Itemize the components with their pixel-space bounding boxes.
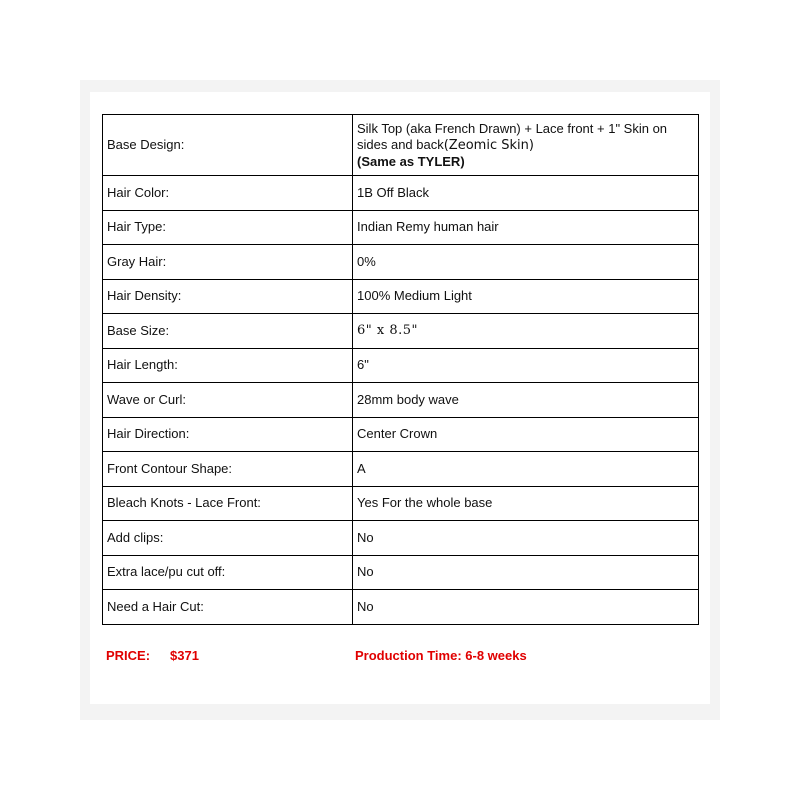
spec-table xyxy=(102,114,699,625)
row-label: Base Size: xyxy=(103,314,353,349)
row-value: No xyxy=(353,555,699,590)
table-row xyxy=(103,279,699,314)
row-label: Front Contour Shape: xyxy=(103,452,353,487)
production-time: Production Time: 6-8 weeks xyxy=(355,648,527,663)
row-value: 6" x 8.5" xyxy=(353,314,699,349)
row-label: Hair Direction: xyxy=(103,417,353,452)
table-row xyxy=(103,245,699,280)
table-row xyxy=(103,383,699,418)
price-value: $371 xyxy=(170,648,199,663)
row-value xyxy=(353,115,699,176)
row-value: 100% Medium Light xyxy=(353,279,699,314)
row-label: Wave or Curl: xyxy=(103,383,353,418)
row-label: Base Design: xyxy=(103,115,353,176)
table-row xyxy=(103,348,699,383)
row-value: Indian Remy human hair xyxy=(353,210,699,245)
base-design-value: Silk Top (aka French Drawn) + Lace front + 1" Skin on sides and back xyxy=(357,120,668,152)
table-row xyxy=(103,210,699,245)
row-value: 6" xyxy=(353,348,699,383)
row-value: 0% xyxy=(353,245,699,280)
row-label: Hair Type: xyxy=(103,210,353,245)
table-row xyxy=(103,521,699,556)
row-label: Extra lace/pu cut off: xyxy=(103,555,353,590)
base-design-extra: (Zeomic Skin) xyxy=(443,137,534,153)
table-row xyxy=(103,555,699,590)
row-label: Hair Density: xyxy=(103,279,353,314)
base-design-note: (Same as TYLER) xyxy=(357,153,465,169)
table-row xyxy=(103,452,699,487)
row-value: No xyxy=(353,590,699,625)
row-label: Hair Color: xyxy=(103,176,353,211)
table-row xyxy=(103,176,699,211)
row-label: Need a Hair Cut: xyxy=(103,590,353,625)
price-label: PRICE: xyxy=(106,648,151,663)
row-value: 28mm body wave xyxy=(353,383,699,418)
row-value: Center Crown xyxy=(353,417,699,452)
row-value: No xyxy=(353,521,699,556)
row-label: Add clips: xyxy=(103,521,353,556)
row-value: 1B Off Black xyxy=(353,176,699,211)
row-value: Yes For the whole base xyxy=(353,486,699,521)
table-row xyxy=(103,417,699,452)
row-value: A xyxy=(353,452,699,487)
row-label: Gray Hair: xyxy=(103,245,353,280)
table-row xyxy=(103,590,699,625)
table-row xyxy=(103,314,699,349)
table-row xyxy=(103,115,699,176)
row-label: Hair Length: xyxy=(103,348,353,383)
table-row xyxy=(103,486,699,521)
row-label: Bleach Knots - Lace Front: xyxy=(103,486,353,521)
